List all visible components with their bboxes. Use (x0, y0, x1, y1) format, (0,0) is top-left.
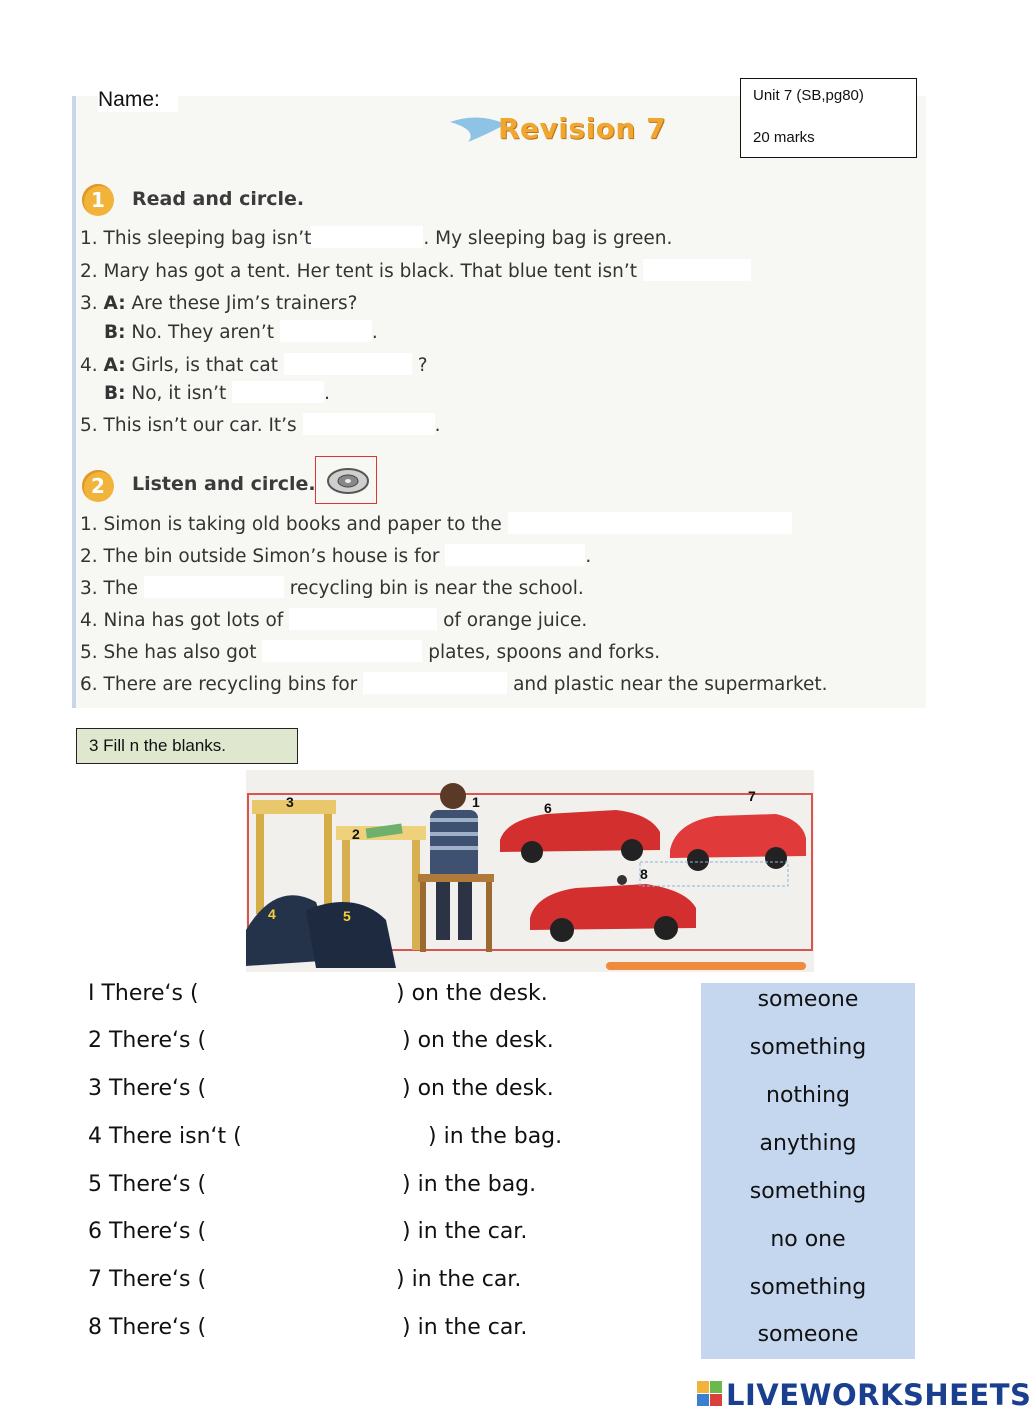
question-1: I There‘s ( ) on the desk. (88, 981, 548, 1006)
section1-number-badge: 1 (82, 184, 114, 216)
audio-cd-button[interactable] (315, 456, 377, 504)
answer-input-5[interactable] (206, 1174, 396, 1200)
word-bank (701, 983, 915, 1359)
scene-picture (246, 770, 814, 972)
answer-input-7[interactable] (200, 1269, 390, 1295)
name-label: Name: (98, 88, 178, 112)
question-6: 6 There‘s ( ) in the car. (88, 1219, 528, 1244)
s1-item-4a: 4. A: Girls, is that cat ? (80, 355, 428, 376)
s2-blank-4[interactable] (289, 608, 437, 630)
s2-item-3: 3. The recycling bin is near the school. (80, 578, 584, 599)
s1-blank-3[interactable] (280, 320, 372, 342)
liveworksheets-logo[interactable]: LIVEWORKSHEETS (726, 1378, 1031, 1412)
liveworksheets-logo-icon (697, 1381, 723, 1407)
question-7: 7 There‘s ( ) in the car. (88, 1267, 522, 1292)
s1-blank-1[interactable] (311, 226, 423, 248)
picture-number-7: 7 (748, 788, 756, 804)
word-bank-item[interactable]: someone (757, 1322, 859, 1347)
word-bank-item[interactable]: someone (757, 987, 859, 1012)
s2-blank-1[interactable] (508, 512, 792, 534)
picture-number-8: 8 (640, 866, 648, 882)
s1-item-4b: B: No, it isn’t . (104, 383, 331, 404)
question-5: 5 There‘s ( ) in the bag. (88, 1172, 537, 1197)
s1-blank-2[interactable] (643, 259, 751, 281)
section2-number-badge: 2 (82, 470, 114, 502)
question-8: 8 There‘s ( ) in the car. (88, 1315, 528, 1340)
s2-blank-2[interactable] (445, 544, 585, 566)
answer-input-6[interactable] (206, 1221, 396, 1247)
s1-item-1: 1. This sleeping bag isn’t . My sleeping bag is green. (80, 228, 673, 249)
unit-reference: Unit 7 (SB,pg80) (753, 87, 864, 104)
scene-illustration (246, 770, 814, 972)
answer-input-1[interactable] (200, 983, 390, 1009)
s1-item-3b: B: No. They aren’t . (104, 322, 378, 343)
s2-item-2: 2. The bin outside Simon’s house is for . (80, 546, 592, 567)
revision-title: Revision 7 (498, 112, 667, 145)
question-2: 2 There‘s ( ) on the desk. (88, 1028, 554, 1053)
s1-blank-4a[interactable] (284, 353, 412, 375)
picture-number-6: 6 (544, 800, 552, 816)
s1-item-5: 5. This isn’t our car. It’s . (80, 415, 441, 436)
s2-item-4: 4. Nina has got lots of of orange juice. (80, 610, 588, 631)
s2-item-6: 6. There are recycling bins for and plastic near the supermarket. (80, 674, 828, 695)
section3-heading: 3 Fill n the blanks. (76, 728, 298, 764)
s2-blank-5[interactable] (262, 640, 422, 662)
cd-icon (316, 457, 375, 502)
word-bank-item[interactable]: something (749, 1179, 867, 1204)
word-bank-item[interactable]: something (749, 1275, 867, 1300)
s2-item-5: 5. She has also got plates, spoons and forks. (80, 642, 661, 663)
s1-blank-5[interactable] (303, 413, 435, 435)
s1-item-2: 2. Mary has got a tent. Her tent is black. That blue tent isn’t (80, 259, 751, 282)
word-bank-item[interactable]: nothing (766, 1083, 850, 1108)
section2-heading: Listen and circle. (132, 473, 316, 495)
question-3: 3 There‘s ( ) on the desk. (88, 1076, 554, 1101)
picture-number-5: 5 (343, 908, 351, 924)
s2-blank-6[interactable] (363, 672, 507, 694)
s1-blank-4b[interactable] (232, 381, 324, 403)
answer-input-8[interactable] (206, 1317, 396, 1343)
section1-heading: Read and circle. (132, 188, 305, 210)
picture-number-1: 1 (472, 794, 480, 810)
picture-number-3: 3 (286, 794, 294, 810)
answer-input-2[interactable] (206, 1030, 396, 1056)
s1-item-3a: 3. A: Are these Jim’s trainers? (80, 293, 358, 314)
unit-info-box (740, 78, 917, 158)
word-bank-item[interactable]: something (749, 1035, 867, 1060)
word-bank-item[interactable]: anything (759, 1131, 857, 1156)
answer-input-3[interactable] (206, 1078, 396, 1104)
word-bank-item[interactable]: no one (770, 1227, 846, 1252)
answer-input-4[interactable] (232, 1126, 422, 1152)
question-4: 4 There isn‘t ( ) in the bag. (88, 1124, 563, 1149)
marks-total: 20 marks (753, 129, 815, 146)
s2-blank-3[interactable] (144, 576, 284, 598)
s2-item-1: 1. Simon is taking old books and paper to the (80, 512, 792, 535)
picture-number-4: 4 (268, 906, 276, 922)
picture-number-2: 2 (352, 826, 360, 842)
